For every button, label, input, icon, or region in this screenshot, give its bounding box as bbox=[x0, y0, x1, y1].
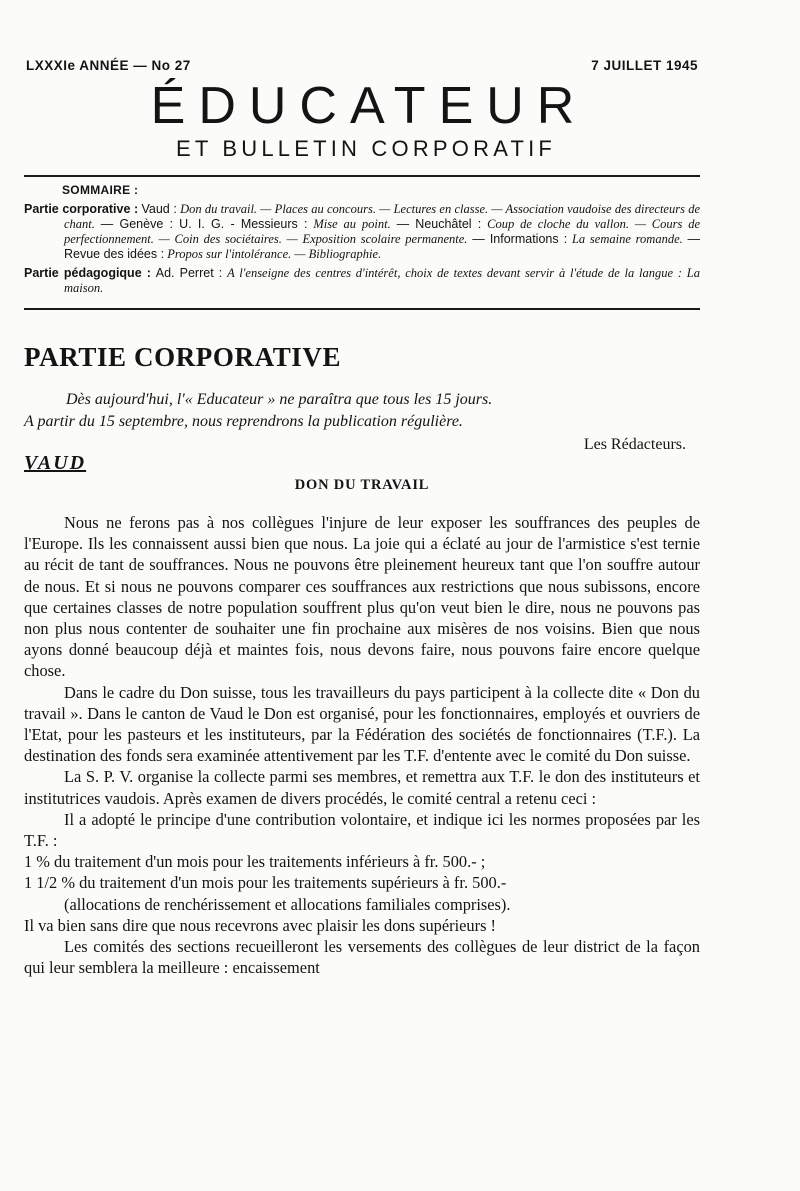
masthead-top-line bbox=[24, 58, 700, 73]
paragraph: Dans le cadre du Don suisse, tous les travailleurs du pays participent à la collecte dite « Don du travail ». Dans le canton de Vaud le Don est organisé, pour les fonctionnaires, employés et ouvriers de l'Etat, pour les pasteurs et les instituteurs, par la Fédération des sociétés de fonctionnaires (T.F.). La destination des fonds sera examinée attentivement par les T.F. d'entente avec le comité du Don suisse. bbox=[24, 682, 700, 766]
sommaire-divider bbox=[24, 308, 700, 310]
journal-subtitle: ET BULLETIN CORPORATIF bbox=[175, 136, 557, 161]
pedagogique-label: Partie pédagogique : bbox=[24, 266, 151, 280]
region-heading: VAUD bbox=[24, 452, 87, 474]
paragraph: Il a adopté le principe d'une contribution volontaire, et indique ici les normes proposées par les T.F. : bbox=[24, 809, 700, 851]
issue-date: 7 JUILLET 1945 bbox=[591, 58, 698, 73]
sommaire-heading: SOMMAIRE : bbox=[62, 183, 139, 197]
sommaire-corporative: Partie corporative : Vaud : Don du travail. — Places au concours. — Lectures en classe. — Association vaudoise des directeurs de chant. — Genève : U. I. G. - Messieurs : Mise au point. — Neuchâtel : Coup de cloche du vallon. — Cours de perfectionnement. — Coin des sociétaires. — Exposition scolaire permanente. — Informations : La semaine romande. — Revue des idées : Propos sur l'intolérance. — Bibliographie. bbox=[24, 202, 701, 261]
editorial-notice: Dès aujourd'hui, l'« Educateur » ne paraîtra que tous les 15 jours. A partir du 15 septembre, nous reprendrons la publication régulière. bbox=[24, 391, 493, 430]
sommaire-pedagogique: Partie pédagogique : Ad. Perret : A l'enseigne des centres d'intérêt, choix de textes devant servir à l'étude de la langue : La maison. bbox=[24, 266, 700, 295]
corporative-label: Partie corporative : bbox=[24, 202, 139, 216]
journal-page bbox=[24, 58, 700, 978]
paragraph: Il va bien sans dire que nous recevrons avec plaisir les dons supérieurs ! bbox=[24, 915, 496, 935]
issue-number: LXXXIe ANNÉE — No 27 bbox=[26, 58, 191, 73]
sommaire bbox=[24, 175, 700, 308]
paragraph: La S. P. V. organise la collecte parmi ses membres, et remettra aux T.F. le don des instituteurs et institutrices vaudois. Après examen de divers procédés, le comité central a retenu ceci : bbox=[24, 767, 700, 808]
journal-title: ÉDUCATEUR bbox=[150, 77, 588, 135]
section-title: PARTIE CORPORATIVE bbox=[24, 342, 342, 372]
paragraph: 1 1/2 % du traitement d'un mois pour les traitements supérieurs à fr. 500.- bbox=[24, 873, 507, 893]
article-title: DON DU TRAVAIL bbox=[294, 477, 430, 493]
paragraph: Nous ne ferons pas à nos collègues l'injure de leur exposer les souffrances des peuples de l'Europe. Ils les connaissent aussi bien que nous. La joie qui a éclaté au jour de l'armistice s'est ternie au récit de tant de souffrances. Nous ne pouvons être pleinement heureux tant que l'on souffre autour de nous. Et si nous ne pouvons comparer ces souffrances aux restrictions que nous subissons, encore que certaines classes de notre population souffrent plus qu'on veut bien le dire, nous ne pouvons pas non plus nous contenter de souhaiter une fin prochaine aux misères de nos voisins. Bien que nous ayons donné beaucoup déjà et maintes fois, nous devons faire, nous pouvons faire encore quelque chose. bbox=[24, 513, 700, 681]
paragraph: 1 % du traitement d'un mois pour les traitements inférieurs à fr. 500.- ; bbox=[24, 852, 486, 872]
paragraph: Les comités des sections recueilleront les versements des collègues de leur district de la façon qui leur semblera la meilleure : encaissement bbox=[24, 937, 700, 978]
editors-signature: Les Rédacteurs. bbox=[583, 436, 686, 453]
paragraph: (allocations de renchérissement et allocations familiales comprises). bbox=[64, 894, 511, 914]
article-body bbox=[24, 512, 700, 978]
